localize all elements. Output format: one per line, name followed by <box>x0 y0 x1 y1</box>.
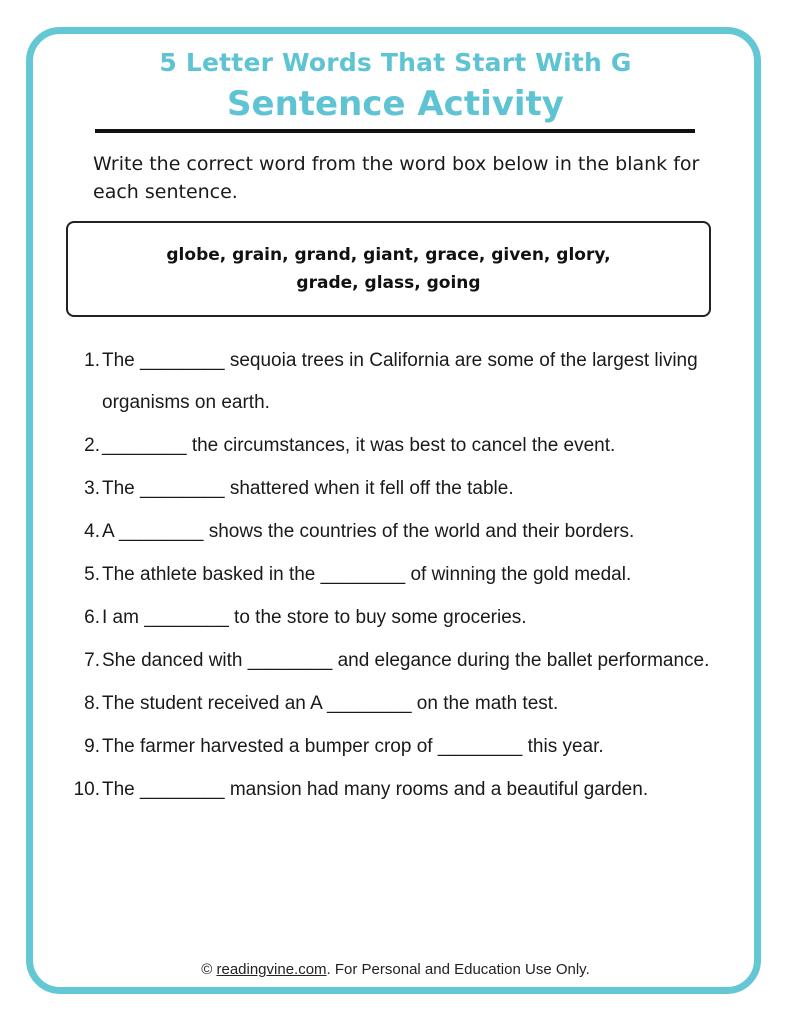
question-number: 4. <box>84 521 100 542</box>
question-text: The student received an A ________ on the math test. <box>102 693 559 714</box>
word-box-line-1: globe, grain, grand, giant, grace, given, glory, <box>166 245 611 265</box>
question-number: 5. <box>84 564 100 585</box>
question-item <box>70 640 730 682</box>
question-item <box>70 468 730 510</box>
question-item <box>70 340 730 424</box>
question-item <box>70 425 730 467</box>
worksheet-subtitle: Sentence Activity <box>227 84 564 124</box>
question-list <box>70 340 730 812</box>
question-text: The ________ shattered when it fell off the table. <box>102 478 514 499</box>
footer <box>0 961 791 978</box>
copyright-symbol: © <box>201 961 213 978</box>
question-text: A ________ shows the countries of the world and their borders. <box>102 521 635 542</box>
word-box <box>66 221 711 317</box>
word-box-line-2: grade, glass, going <box>296 273 481 293</box>
question-number: 7. <box>84 650 100 671</box>
question-number: 3. <box>84 478 100 499</box>
question-number: 2. <box>84 435 100 456</box>
question-item <box>70 597 730 639</box>
question-text: The farmer harvested a bumper crop of ________ this year. <box>102 736 604 757</box>
question-text: The athlete basked in the ________ of winning the gold medal. <box>102 564 632 585</box>
question-number: 6. <box>84 607 100 628</box>
question-number: 10. <box>73 779 100 800</box>
title-divider <box>95 129 695 133</box>
question-text: She danced with ________ and elegance during the ballet performance. <box>102 650 710 671</box>
question-text: I am ________ to the store to buy some groceries. <box>102 607 527 628</box>
question-item <box>70 683 730 725</box>
question-text: The ________ mansion had many rooms and a beautiful garden. <box>102 779 649 800</box>
question-number: 1. <box>84 350 100 371</box>
question-text: ________ the circumstances, it was best to cancel the event. <box>102 435 616 456</box>
question-item <box>70 554 730 596</box>
question-text: The ________ sequoia trees in California are some of the largest living organisms on earth. <box>102 350 698 413</box>
footer-site-link[interactable]: readingvine.com <box>216 961 327 978</box>
worksheet-title: 5 Letter Words That Start With G <box>159 48 632 77</box>
question-item <box>70 511 730 553</box>
question-item <box>70 726 730 768</box>
instructions-text: Write the correct word from the word box below in the blank for each sentence. <box>93 153 700 203</box>
question-number: 8. <box>84 693 100 714</box>
question-number: 9. <box>84 736 100 757</box>
footer-usage-text: . For Personal and Education Use Only. <box>326 961 590 978</box>
question-item <box>70 769 730 811</box>
